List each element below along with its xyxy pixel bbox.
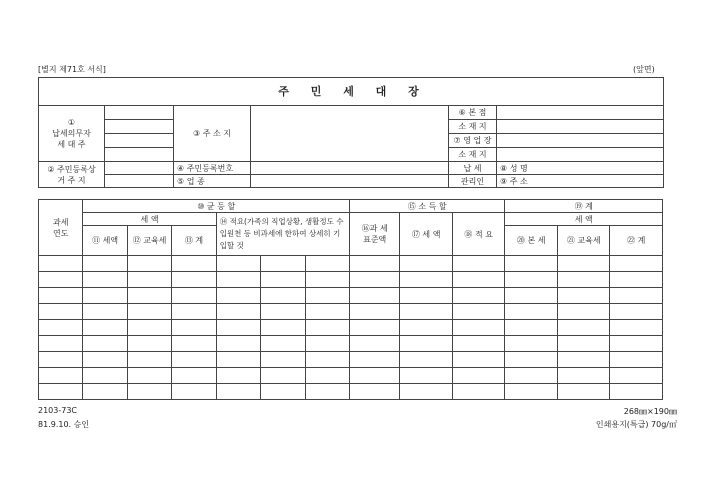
table-cell	[172, 256, 216, 272]
table-cell	[400, 320, 453, 336]
table-cell	[452, 304, 505, 320]
table-cell	[39, 320, 83, 336]
table-cell	[610, 256, 663, 272]
table-row	[39, 256, 663, 272]
reg-place-cell	[105, 162, 174, 175]
table-cell	[349, 352, 399, 368]
table-cell	[400, 304, 453, 320]
taxpayer-cell	[105, 120, 174, 134]
tax-table	[38, 199, 663, 400]
table-cell	[172, 384, 216, 400]
occupation-cell	[251, 175, 449, 188]
taxpayer-cell	[105, 106, 174, 120]
table-cell	[349, 384, 399, 400]
manager-label-1: 납 세	[449, 162, 497, 175]
table-cell	[261, 320, 305, 336]
tax-amount-3-header: 세 액	[505, 213, 663, 226]
tax-amount-2-header: ⑰ 세 액	[400, 213, 453, 256]
table-cell	[305, 288, 349, 304]
table-cell	[349, 272, 399, 288]
table-cell	[400, 272, 453, 288]
table-cell	[261, 272, 305, 288]
biz-loc-cell	[497, 148, 664, 162]
reg-place-label: ② 주민등록상 거 주 지	[39, 162, 105, 188]
table-cell	[127, 272, 171, 288]
table-cell	[400, 288, 453, 304]
table-cell	[305, 352, 349, 368]
table-row	[39, 336, 663, 352]
table-row	[39, 288, 663, 304]
reg-place-cell	[105, 175, 174, 188]
page-title: 주 민 세 대 장	[39, 78, 664, 106]
table-cell	[127, 304, 171, 320]
table-cell	[39, 256, 83, 272]
table-cell	[400, 384, 453, 400]
table-cell	[83, 288, 127, 304]
head-office-loc-cell	[497, 120, 664, 134]
tax-base-header: ⑯과 세 표준액	[349, 213, 399, 256]
table-cell	[505, 352, 558, 368]
head-office-loc: 소 재 지	[449, 120, 497, 134]
table-cell	[127, 320, 171, 336]
total-header: ⑲ 계	[505, 200, 663, 213]
approval-date: 81.9.10. 승인	[38, 420, 90, 429]
table-row	[39, 320, 663, 336]
table-cell	[172, 288, 216, 304]
table-cell	[83, 272, 127, 288]
table-cell	[305, 304, 349, 320]
remarks-header: ⑭ 적요(가족의 직업상황, 생활정도 수입원천 등 비과세에 한하여 상세히 기입할 것	[216, 213, 349, 256]
c11-header: ⑪ 세액	[83, 226, 127, 256]
table-cell	[83, 384, 127, 400]
table-cell	[505, 384, 558, 400]
head-office-label: ⑥ 본 점	[449, 106, 497, 120]
taxpayer-cell	[105, 134, 174, 148]
table-cell	[305, 272, 349, 288]
manager-label-2: 관리인	[449, 175, 497, 188]
table-cell	[610, 288, 663, 304]
table-cell	[610, 320, 663, 336]
table-body	[39, 256, 663, 400]
name-cell	[497, 162, 664, 175]
table-cell	[39, 368, 83, 384]
table-cell	[39, 336, 83, 352]
table-cell	[83, 320, 127, 336]
table-cell	[557, 256, 610, 272]
addr2-label: ⑨ 주 소	[500, 176, 528, 186]
table-cell	[172, 320, 216, 336]
table-cell	[505, 256, 558, 272]
table-cell	[349, 288, 399, 304]
table-cell	[610, 336, 663, 352]
table-cell	[400, 336, 453, 352]
addr2-cell	[497, 175, 664, 188]
table-cell	[261, 288, 305, 304]
taxpayer-table	[38, 77, 664, 188]
table-cell	[610, 304, 663, 320]
c12-header: ⑫ 교육세	[127, 226, 171, 256]
table-cell	[83, 352, 127, 368]
table-cell	[127, 352, 171, 368]
table-cell	[610, 272, 663, 288]
table-cell	[83, 304, 127, 320]
table-cell	[452, 336, 505, 352]
occupation-label: ⑤ 업 종	[174, 175, 251, 188]
table-row	[39, 272, 663, 288]
table-row	[39, 304, 663, 320]
table-cell	[127, 256, 171, 272]
table-cell	[39, 288, 83, 304]
resident-no-label: ④ 주민등록번호	[174, 162, 251, 175]
table-cell	[305, 256, 349, 272]
table-cell	[557, 336, 610, 352]
table-cell	[305, 320, 349, 336]
table-cell	[261, 304, 305, 320]
table-cell	[305, 384, 349, 400]
table-cell	[452, 352, 505, 368]
table-cell	[452, 272, 505, 288]
table-cell	[172, 272, 216, 288]
table-cell	[39, 304, 83, 320]
table-cell	[505, 336, 558, 352]
table-cell	[127, 368, 171, 384]
table-cell	[39, 272, 83, 288]
table-cell	[452, 384, 505, 400]
biz-cell	[497, 134, 664, 148]
table-cell	[39, 384, 83, 400]
table-cell	[505, 288, 558, 304]
table-cell	[610, 352, 663, 368]
table-cell	[505, 304, 558, 320]
table-cell	[610, 384, 663, 400]
taxpayer-label: ① 납세의무자 세 대 주	[39, 106, 105, 162]
biz-loc: 소 재 지	[449, 148, 497, 162]
table-cell	[349, 336, 399, 352]
table-cell	[261, 352, 305, 368]
c13-header: ⑬ 계	[172, 226, 216, 256]
table-cell	[172, 352, 216, 368]
table-cell	[172, 368, 216, 384]
table-cell	[349, 256, 399, 272]
table-cell	[557, 320, 610, 336]
table-cell	[216, 320, 260, 336]
table-cell	[400, 368, 453, 384]
side-label: (앞면)	[633, 65, 655, 74]
table-cell	[557, 368, 610, 384]
taxpayer-cell	[105, 148, 174, 162]
table-cell	[452, 256, 505, 272]
table-cell	[349, 320, 399, 336]
table-cell	[452, 288, 505, 304]
table-cell	[216, 384, 260, 400]
paper-spec: 인쇄용지(특급) 70g/㎡	[595, 420, 677, 429]
table-cell	[505, 368, 558, 384]
c20-header: ⑳ 본 세	[505, 226, 558, 256]
table-cell	[349, 304, 399, 320]
form-code: 2103-73C	[38, 406, 78, 415]
table-cell	[83, 336, 127, 352]
table-cell	[400, 256, 453, 272]
paper-size: 268㎜×190㎜	[623, 407, 677, 416]
equal-header: ⑩ 균 등 할	[83, 200, 350, 213]
table-cell	[557, 304, 610, 320]
address-cell	[251, 106, 449, 162]
c22-header: ㉒ 계	[610, 226, 663, 256]
table-cell	[216, 336, 260, 352]
table-cell	[557, 288, 610, 304]
table-cell	[400, 352, 453, 368]
remarks-2-header: ⑱ 적 요	[452, 213, 505, 256]
table-cell	[261, 336, 305, 352]
table-cell	[261, 256, 305, 272]
name-label: ⑧ 성 명	[500, 163, 528, 173]
table-cell	[216, 352, 260, 368]
table-cell	[83, 256, 127, 272]
income-header: ⑮ 소 득 할	[349, 200, 505, 213]
biz-label: ⑦ 영 업 장	[449, 134, 497, 148]
year-label: 과세 연도	[39, 200, 83, 256]
table-cell	[452, 368, 505, 384]
table-row	[39, 384, 663, 400]
table-cell	[610, 368, 663, 384]
table-cell	[305, 336, 349, 352]
table-cell	[216, 368, 260, 384]
c21-header: ㉑ 교육세	[557, 226, 610, 256]
resident-no-cell	[251, 162, 449, 175]
form-number-label: [별지 제71호 서식]	[38, 65, 106, 74]
table-cell	[39, 352, 83, 368]
table-cell	[172, 304, 216, 320]
table-cell	[127, 288, 171, 304]
table-cell	[261, 384, 305, 400]
table-cell	[305, 368, 349, 384]
table-cell	[127, 384, 171, 400]
table-cell	[349, 368, 399, 384]
table-cell	[83, 368, 127, 384]
table-cell	[505, 272, 558, 288]
table-row	[39, 352, 663, 368]
table-cell	[172, 336, 216, 352]
table-cell	[557, 384, 610, 400]
address-label: ③ 주 소 지	[174, 106, 251, 162]
table-cell	[505, 320, 558, 336]
table-cell	[452, 320, 505, 336]
table-cell	[216, 288, 260, 304]
table-cell	[127, 336, 171, 352]
table-cell	[216, 304, 260, 320]
tax-amount-header: 세 액	[83, 213, 216, 226]
table-cell	[216, 272, 260, 288]
table-cell	[216, 256, 260, 272]
table-cell	[557, 352, 610, 368]
table-cell	[557, 272, 610, 288]
table-cell	[261, 368, 305, 384]
table-row	[39, 368, 663, 384]
head-office-cell	[497, 106, 664, 120]
